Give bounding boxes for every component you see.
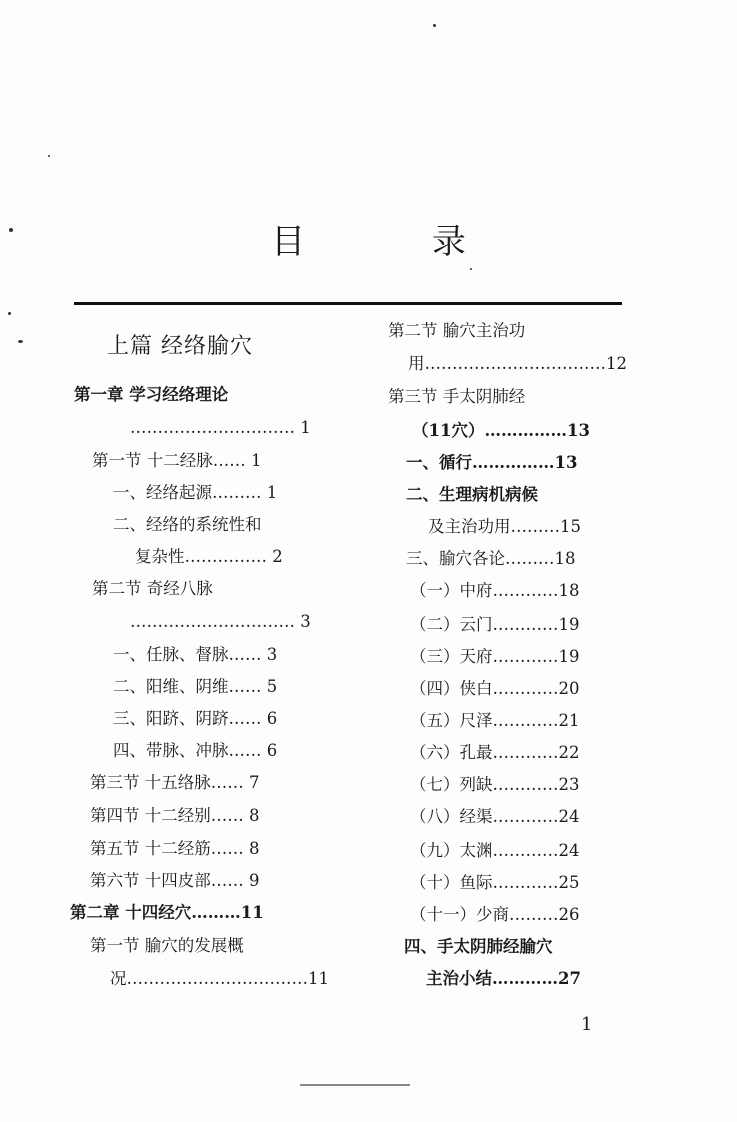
toc-item: 一、经络起源……… 1 xyxy=(113,483,278,502)
toc-subitem: （一）中府…………18 xyxy=(410,581,580,600)
toc-item: 一、任脉、督脉…… 3 xyxy=(113,645,278,664)
toc-subitem: （四）侠白…………20 xyxy=(410,679,580,698)
toc-section: 第四节 十二经别…… 8 xyxy=(90,806,260,825)
toc-item: 三、腧穴各论………18 xyxy=(406,549,576,568)
toc-chapter-1: 第一章 学习经络理论 xyxy=(74,385,229,404)
toc-subitem: （八）经渠…………24 xyxy=(410,807,580,826)
scan-speck xyxy=(9,228,13,232)
toc-item: 四、带脉、冲脉…… 6 xyxy=(113,741,278,760)
scan-speck xyxy=(18,340,23,343)
toc-item-continued: 主治小结…………27 xyxy=(426,969,581,988)
scan-speck xyxy=(433,24,436,27)
toc-section: 第一节 十二经脉…… 1 xyxy=(92,451,262,470)
toc-item: 四、手太阴肺经腧穴 xyxy=(404,937,553,956)
toc-item-continued: 复杂性…………… 2 xyxy=(135,547,283,566)
toc-section-continued: （11穴）……………13 xyxy=(412,421,590,440)
page-number: 1 xyxy=(581,1014,593,1035)
toc-section: 第五节 十二经筋…… 8 xyxy=(90,839,260,858)
scan-speck xyxy=(470,268,472,270)
toc-section-page: ………………………… 3 xyxy=(130,612,311,631)
toc-subitem: （二）云门…………19 xyxy=(410,615,580,634)
toc-item-continued: 及主治功用………15 xyxy=(428,517,581,536)
toc-subitem: （三）天府…………19 xyxy=(410,647,580,666)
toc-section: 第六节 十四皮部…… 9 xyxy=(90,871,260,890)
toc-section: 第三节 手太阴肺经 xyxy=(388,387,526,406)
toc-section-continued: 用……………………………12 xyxy=(408,354,627,373)
toc-subitem: （六）孔最…………22 xyxy=(410,743,580,762)
toc-item: 二、生理病机病候 xyxy=(406,485,538,504)
toc-subitem: （七）列缺…………23 xyxy=(410,775,580,794)
page-title: 目 录 xyxy=(271,222,524,262)
toc-subitem: （十）鱼际…………25 xyxy=(410,873,580,892)
scan-mark xyxy=(300,1084,410,1086)
toc-subitem: （十一）少商………26 xyxy=(410,905,580,924)
toc-item: 三、阳跻、阴跻…… 6 xyxy=(113,709,278,728)
toc-item: 二、阳维、阴维…… 5 xyxy=(113,677,278,696)
toc-part-heading: 上篇 经络腧穴 xyxy=(107,334,253,359)
scan-speck xyxy=(8,312,11,315)
toc-section: 第一节 腧穴的发展概 xyxy=(90,936,244,955)
toc-section: 第二节 奇经八脉 xyxy=(92,579,213,598)
toc-item: 一、循行……………13 xyxy=(406,453,578,472)
toc-section: 第二节 腧穴主治功 xyxy=(388,321,526,340)
toc-item: 二、经络的系统性和 xyxy=(113,515,262,534)
toc-chapter-1-page: ………………………… 1 xyxy=(130,418,311,437)
toc-section: 第三节 十五络脉…… 7 xyxy=(90,773,260,792)
scan-speck xyxy=(48,155,50,157)
toc-section-continued: 况……………………………11 xyxy=(110,969,329,988)
title-rule xyxy=(74,302,622,305)
toc-subitem: （九）太渊…………24 xyxy=(410,841,580,860)
toc-chapter-2: 第二章 十四经穴………11 xyxy=(70,903,264,922)
toc-subitem: （五）尺泽…………21 xyxy=(410,711,580,730)
